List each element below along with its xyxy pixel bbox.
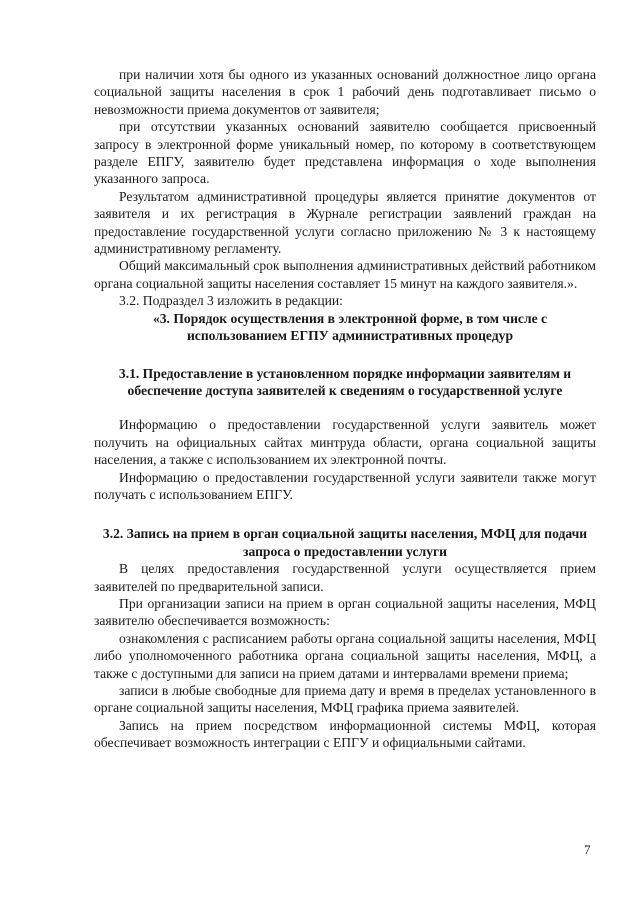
paragraph-amend-subsection: 3.2. Подраздел 3 изложить в редакции: — [119, 293, 343, 309]
paragraph-grounds-refusal: при наличии хотя бы одного из указанных оснований должностное лицо органа социальной защиты населения в срок 1 рабочий день подготавливает письмо о невозможности приема документов от заявителя; — [94, 67, 596, 117]
paragraph-max-time: Общий максимальный срок выполнения административных действий работником органа социальной защиты населения составляет 15 минут на каждого заявителя.». — [94, 258, 596, 291]
paragraph-mfc-system: Запись на прием посредством информационной системы МФЦ, которая обеспечивает возможность интеграции с ЕПГУ и официальными сайтами. — [94, 717, 596, 751]
paragraph-info-sites: Информацию о предоставлении государственной услуги заявитель может получить на официальных сайтах минтруда области, органа социальной защиты населения, а также с использованием их электронной почты. — [94, 417, 596, 468]
paragraph-procedure-result: Результатом административной процедуры является принятие документов от заявителя и их регистрация в Журнале регистрации заявлений граждан на предоставление государственной услуги согласно приложению № 3 к настоящему административному регламенту. — [94, 188, 596, 257]
paragraph-appointment-options: При организации записи на прием в орган социальной защиты населения, МФЦ заявителю обеспечивается возможность: — [94, 595, 596, 629]
paragraph-unique-number: при отсутствии указанных оснований заявителю сообщается присвоенный запросу в электронной форме уникальный номер, по которому в соответствующем разделе ЕПГУ, заявителю будет представлена информация о ходе выполнения указанного запроса. — [94, 119, 596, 187]
page-number: 7 — [584, 842, 591, 857]
section-heading: «3. Порядок осуществления в электронной форме, в том числе с использованием ЕГПУ административных процедур — [152, 310, 548, 344]
subsection-3-2-heading: 3.2. Запись на прием в орган социальной защиты населения, МФЦ для подачи запроса о предоставлении услуги — [102, 526, 588, 559]
document-body — [94, 66, 596, 752]
paragraph-info-epgu: Информацию о предоставлении государственной услуги заявители также могут получать с использованием ЕПГУ. — [94, 469, 596, 502]
paragraph-free-slots: записи в любые свободные для приема дату и время в пределах установленного в органе социальной защиты населения, МФЦ графика приема заявителей. — [94, 683, 596, 716]
paragraph-appointment-purpose: В целях предоставления государственной услуги осуществляется прием заявителей по предварительной записи. — [94, 561, 596, 594]
paragraph-schedule-familiarization: ознакомления с расписанием работы органа социальной защиты населения, МФЦ либо уполномоченного работника органа социальной защиты населения, МФЦ, а также с доступными для записи на прием датами и интервалами времени приема; — [94, 630, 596, 681]
subsection-3-1-heading: 3.1. Предоставление в установленном порядке информации заявителям и обеспечение доступа заявителей к сведениям о государственной услуге — [118, 365, 572, 398]
